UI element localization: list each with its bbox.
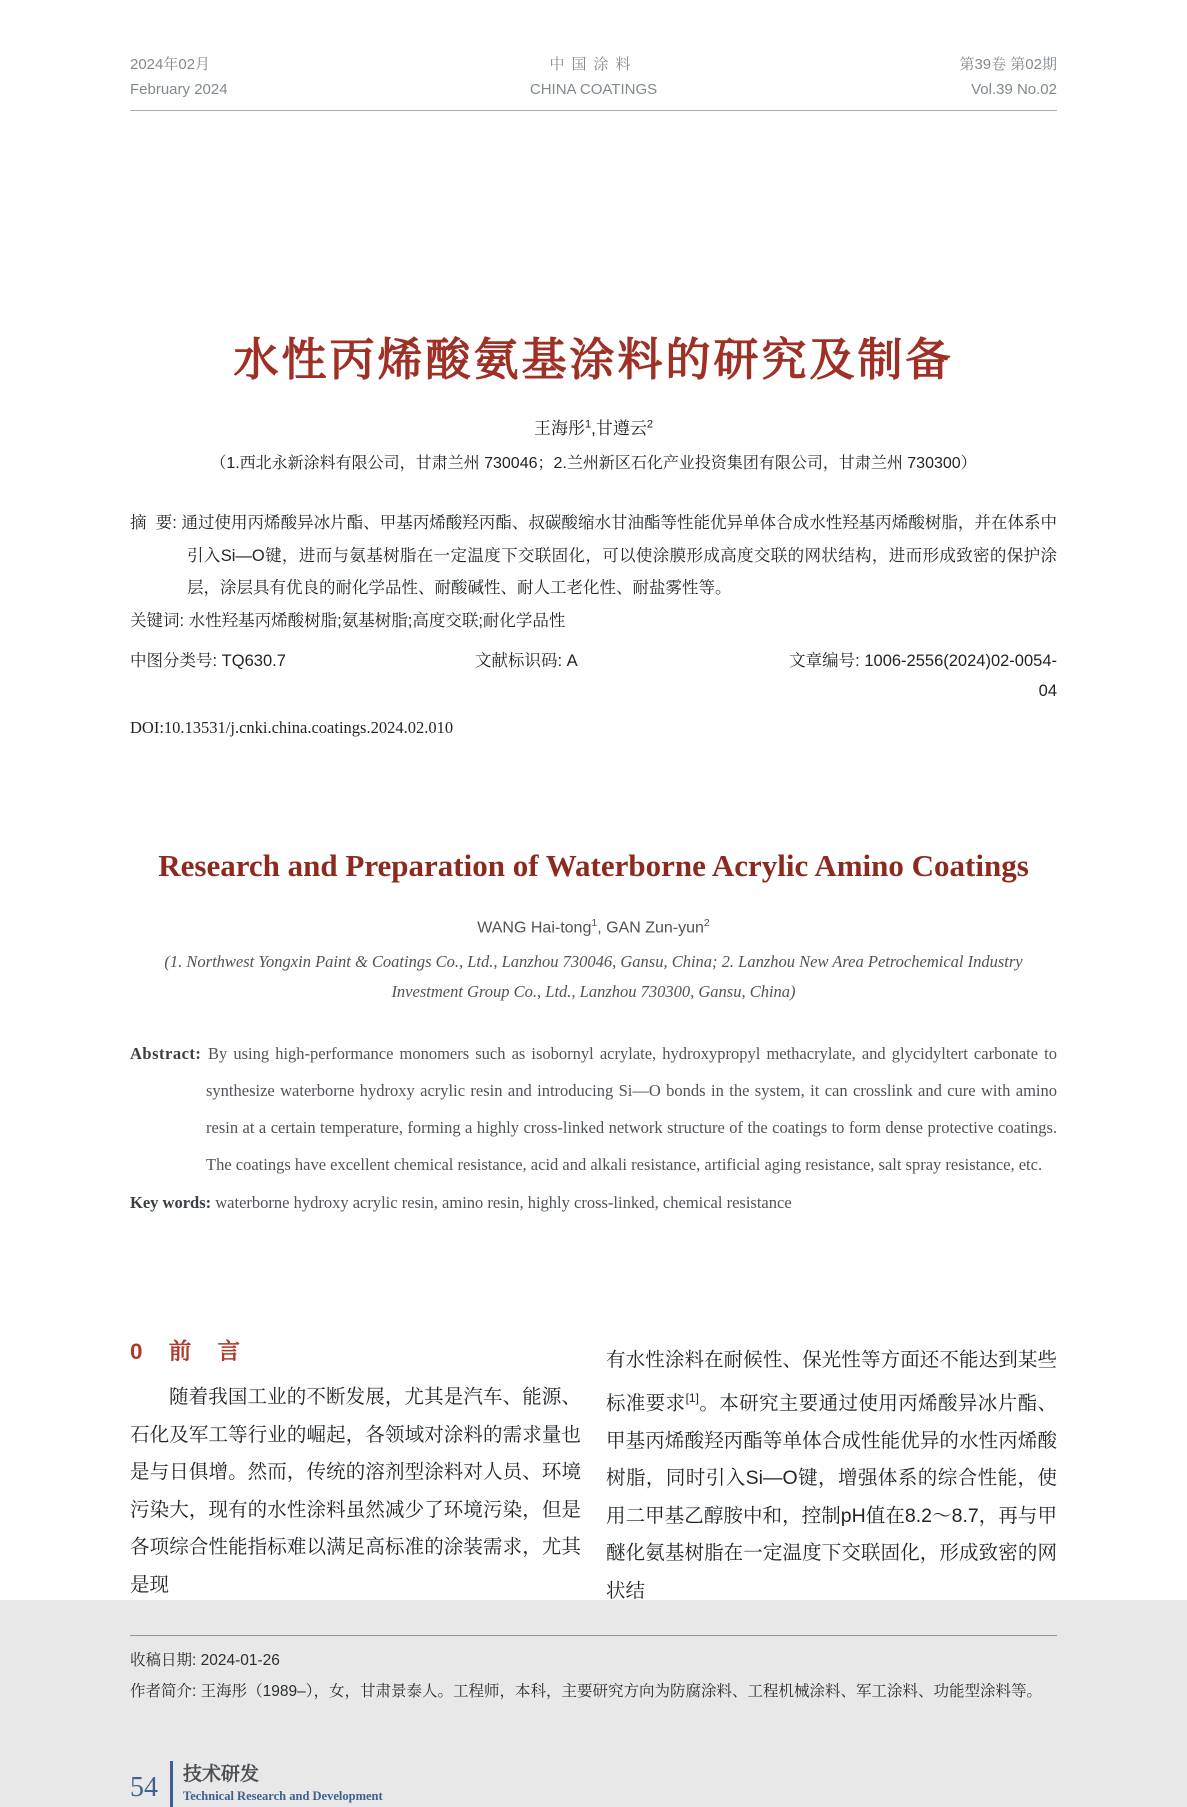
header-date-en: February 2024 <box>130 81 228 98</box>
header-date-cn: 2024年02月 <box>130 56 211 73</box>
authors-cn <box>130 414 1057 439</box>
page-footer <box>130 1761 1057 1807</box>
document-code <box>475 646 775 706</box>
section-heading-introduction: 0 前 言 <box>130 1339 243 1365</box>
intro-right-text-cont: 。本研究主要通过使用丙烯酸异冰片酯、甲基丙烯酸羟丙酯等单体合成性能优异的水性丙烯酸树脂，同时引入Si—O键，增强体系的综合性能，使用二甲基乙醇胺中和，控制pH值在8.2～8.7，再与甲醚化氨基树脂在一定温度下交联固化，形成致密的网状结 <box>606 1392 1057 1602</box>
authors-cn-separator: , <box>591 419 596 438</box>
author-en-2: GAN Zun-yun <box>606 919 704 937</box>
author-cn-1-sup: 1 <box>585 418 592 431</box>
journal-header <box>130 0 1057 111</box>
abstract-cn-label: 摘 要: <box>130 514 182 532</box>
received-date-label: 收稿日期: <box>130 1652 201 1670</box>
article-title-en: Research and Preparation of Waterborne Acrylic Amino Coatings <box>158 848 1029 883</box>
author-bio-value: 王海彤（1989–），女，甘肃景泰人。工程师，本科，主要研究方向为防腐涂料、工程机械涂料、军工涂料、功能型涂料等。 <box>200 1683 1042 1701</box>
footer-section-cn: 技术研发 <box>183 1764 260 1786</box>
page-number: 54 <box>130 1772 158 1804</box>
author-en-1-sup: 1 <box>591 917 598 929</box>
article-title-cn: 水性丙烯酸氨基涂料的研究及制备 <box>233 334 954 385</box>
author-cn-1: 王海彤 <box>534 419 585 438</box>
clc-value: TQ630.7 <box>221 652 286 670</box>
header-volume-en: Vol.39 No.02 <box>971 81 1057 98</box>
journal-name-cn: 中国涂料 <box>549 56 638 73</box>
keywords-en <box>130 1184 1057 1221</box>
article-id-label: 文章编号: <box>789 652 865 670</box>
author-bio <box>130 1676 1057 1707</box>
footnote <box>130 1635 1057 1707</box>
keywords-en-label: Key words: <box>130 1193 216 1213</box>
authors-en <box>130 917 1057 937</box>
abstract-cn-text: 通过使用丙烯酸异冰片酯、甲基丙烯酸羟丙酯、叔碳酸缩水甘油酯等性能优异单体合成水性羟基丙烯酸树脂，并在体系中引入Si—O键，进而与氨基树脂在一定温度下交联固化，可以使涂膜形成高度交联的网状结构，进而形成致密的保护涂层，涂层具有优良的耐化学品性、耐酸碱性、耐人工老化性、耐盐雾性等。 <box>181 514 1058 597</box>
author-en-1: WANG Hai-tong <box>477 919 592 937</box>
article-id-value: 1006-2556(2024)02-0054-04 <box>864 652 1057 700</box>
keywords-cn-text: 水性羟基丙烯酸树脂;氨基树脂;高度交联;耐化学品性 <box>188 611 566 630</box>
journal-name-en: CHINA COATINGS <box>529 81 658 98</box>
author-bio-label: 作者简介: <box>130 1683 201 1701</box>
received-date-value: 2024-01-26 <box>200 1652 280 1670</box>
keywords-en-text: waterborne hydroxy acrylic resin, amino resin, highly cross-linked, chemical resistance <box>215 1193 792 1213</box>
header-date <box>130 52 228 102</box>
footer-section <box>183 1763 383 1805</box>
affiliation-cn: （1.西北永新涂料有限公司，甘肃兰州 730046；2.兰州新区石化产业投资集团有限公司，甘肃兰州 730300） <box>210 455 977 472</box>
intro-right-text: 有水性涂料在耐候性、保光性等方面还不能达到某些标准要求 <box>606 1349 1057 1415</box>
footer-divider-bar <box>170 1761 173 1807</box>
header-volume-cn: 第39卷 第02期 <box>959 56 1057 73</box>
meta-row <box>130 646 1057 706</box>
header-journal-name <box>530 52 657 102</box>
received-date <box>130 1645 1057 1676</box>
author-en-2-sup: 2 <box>703 917 710 929</box>
document-code-label: 文献标识码: <box>475 652 567 670</box>
reference-1-marker: [1] <box>685 1390 699 1405</box>
affiliation-en: (1. Northwest Yongxin Paint & Coatings Co., Ltd., Lanzhou 730046, Gansu, China; 2. Lanzhou New Area Petrochemical Industry Investment Group Co., Ltd., Lanzhou 730300, Gansu, China) <box>164 952 1023 1002</box>
article-id <box>775 646 1057 706</box>
doi: DOI:10.13531/j.cnki.china.coatings.2024.02.010 <box>130 718 454 737</box>
intro-paragraph-right <box>606 1342 1057 1610</box>
header-volume <box>959 52 1057 102</box>
abstract-en <box>130 1035 1057 1183</box>
keywords-cn-label: 关键词: <box>130 611 189 630</box>
body-columns <box>130 1337 1057 1610</box>
abstract-cn <box>130 507 1057 605</box>
author-cn-2: 甘遵云 <box>595 419 647 438</box>
abstract-en-label: Abstract: <box>130 1044 208 1064</box>
abstract-en-text: By using high-performance monomers such as isobornyl acrylate, hydroxypropyl methacrylate, and glycidyltert carbonate to synthesize waterborne hydroxy acrylic resin and introducing Si—O bonds in the system, it can crosslink and cure with amino resin at a certain temperature, forming a highly cross-linked network structure of the coatings to form dense protective coatings. The coatings have excellent chemical resistance, acid and alkali resistance, artificial aging resistance, salt spray resistance, etc. <box>206 1044 1057 1175</box>
body-column-right <box>606 1337 1057 1610</box>
authors-en-separator: , <box>597 919 607 937</box>
clc-number <box>130 646 475 706</box>
keywords-cn <box>130 605 1057 638</box>
body-column-left <box>130 1337 581 1610</box>
author-cn-2-sup: 2 <box>646 418 653 431</box>
clc-label: 中图分类号: <box>130 652 222 670</box>
footer-section-en: Technical Research and Development <box>183 1789 383 1804</box>
document-code-value: A <box>566 652 578 670</box>
intro-paragraph-left: 随着我国工业的不断发展，尤其是汽车、能源、石化及军工等行业的崛起，各领域对涂料的需求量也是与日俱增。然而，传统的溶剂型涂料对人员、环境污染大，现有的水性涂料虽然减少了环境污染，但是各项综合性能指标难以满足高标准的涂装需求，尤其是现 <box>130 1386 581 1596</box>
